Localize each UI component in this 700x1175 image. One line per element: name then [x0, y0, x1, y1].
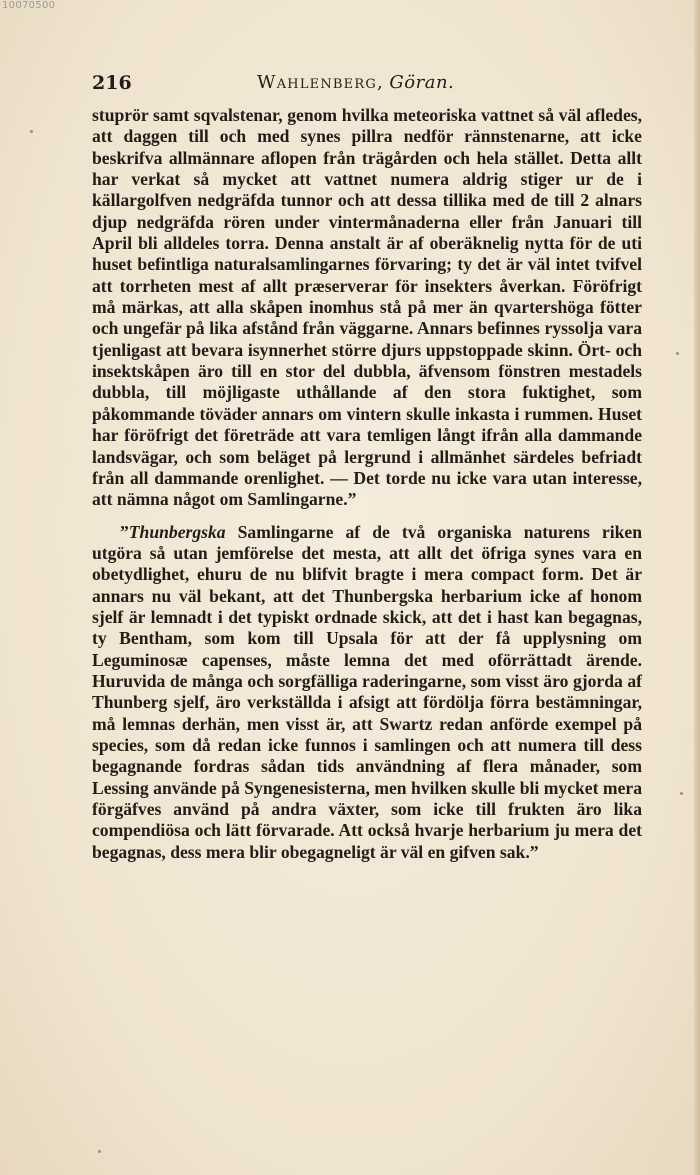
page-number: 216 [92, 72, 132, 94]
body-text [92, 105, 642, 863]
scan-identifier: 10070500 [2, 0, 56, 11]
running-title-author: Wahlenberg [257, 72, 377, 93]
running-title: Wahlenberg, Göran. [257, 72, 455, 93]
paper-speck [98, 1150, 101, 1153]
paragraph-1: stuprör samt sqvalstenar, genom hvilka meteoriska vattnet så väl afledes, att daggen till och med synes pillra nedför rännstenarne, att icke beskrifva allmännare aflopen från trägården och hela stället. Detta allt har verkat så mycket att vattnet numera aldrig stiger ur de i källargolfven nedgräfda tunnor och att dessa tillika med de till 2 alnars djup nedgräfda rören under vintermånaderna eller från Januari till April bli alldeles torra. Denna anstalt är af oberäknelig nytta för de uti huset befintliga naturalsamlingarnes förvaring; ty det är väl intet tvifvel att torrheten mest af allt præserverar för insekters åverkan. Föröfrigt må märkas, att alla skåpen inomhus stå på mer än qvartershöga fötter och ungefär på lika afstånd från väggarne. Annars befinnes ryssolja vara tjenligast att bevara isynnerhet större djurs uppstoppade skinn. Ört- och insektskåpen äro till en stor del dubbla, äfvensom fönstren mestadels dubbla, till möjligaste uthållande af den stora fuktighet, som påkommande töväder annars om vintern skulle inkasta i rummen. Huset har föröfrigt det företräde att vara temligen långt ifrån alla dammande landsvägar, och som beläget på lergrund i allmänhet särdeles befriadt från all dammande orenlighet. — Det torde nu icke vara utan interesse, att nämna något om Samlingarne.” [92, 105, 642, 510]
paper-speck [680, 792, 683, 795]
open-quote: ” [120, 521, 129, 542]
page-edge [694, 0, 700, 1175]
paper-speck [676, 352, 679, 355]
running-title-given-name: Göran. [389, 72, 455, 93]
paragraph-2-text: Samlingarne af de två organiska naturens riken utgöra så utan jemförelse det mesta, att allt det öfriga synes vara en obetydlighet, ehuru de nu blifvit bragte i mera compact form. Det är annars nu väl bekant, att det Thunbergska herbarium icke af honom sjelf är lemnadt i det typiskt ordnade skick, att det i hast kan begagnas, ty Bentham, som kom till Upsala för att der få upplysning om Leguminosæ capenses, måste lemna det med oförrättadt ärende. Huruvida de många och sorgfälliga raderingarne, som visst äro gjorda af Thunberg sjelf, äro verkställda i afsigt att fördölja förra bestämningar, må lemnas derhän, men visst är, att Swartz redan anförde exempel på species, som då redan icke funnos i samlingen och att numera till dess begagnande fordras sådan tids användning af flera månader, som Lessing använde på Syngenesisterna, men hvilken skulle bli mycket mera förgäfves använd på andra växter, som icke till frukten äro lika compendiösa och lätt förvarade. Att också hvarje herbarium ju mera det begagnas, dess mera blir obegagneligt är väl en gifven sak.” [92, 521, 642, 862]
running-head [92, 72, 642, 102]
paragraph-2 [92, 522, 642, 864]
paragraph-2-italic-word: Thunbergska [128, 521, 226, 542]
paper-speck [30, 130, 33, 133]
